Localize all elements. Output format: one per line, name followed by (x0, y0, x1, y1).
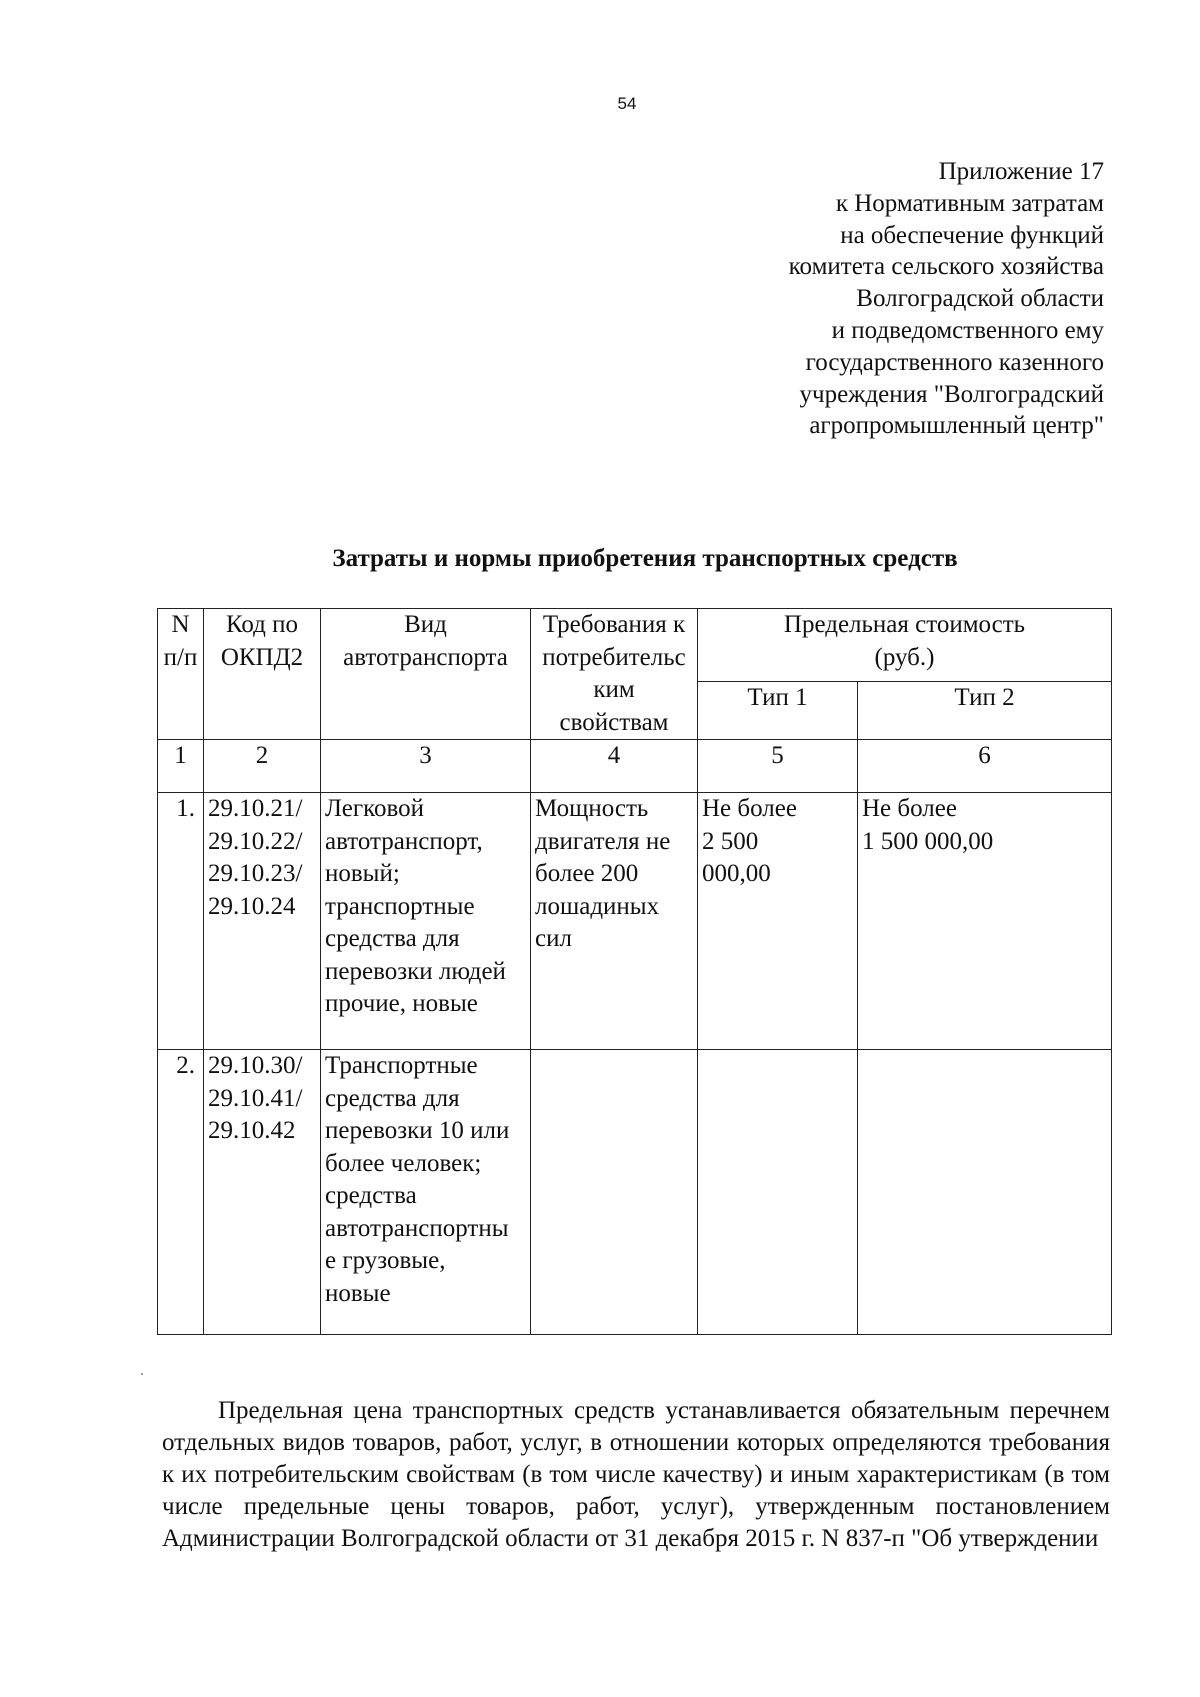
header-requirements: Требования к потребительс ким свойствам (531, 609, 698, 740)
header-type-2: Тип 2 (858, 681, 1112, 739)
appendix-line: Волгоградской области (856, 285, 1104, 313)
row-price-type-2 (858, 1050, 1112, 1335)
document-title: Затраты и нормы приобретения транспортных средств (332, 545, 958, 572)
appendix-line: и подведомственного ему (831, 316, 1104, 344)
appendix-header (584, 156, 1104, 442)
column-number: 2 (204, 740, 321, 793)
row-number: 1. (158, 793, 204, 1050)
row-requirements: Мощность двигателя не более 200 лошадиных сил (531, 793, 698, 1050)
column-number: 3 (321, 740, 531, 793)
appendix-line: комитета сельского хозяйства (788, 253, 1104, 281)
row-price-type-1: Не более 2 500 000,00 (698, 793, 858, 1050)
row-price-type-1 (698, 1050, 858, 1335)
column-number: 5 (698, 740, 858, 793)
column-number: 4 (531, 740, 698, 793)
table-row (158, 1050, 1112, 1335)
page-number: 54 (617, 94, 637, 113)
column-number-row (158, 740, 1112, 793)
row-okpd2-code: 29.10.21/ 29.10.22/ 29.10.23/ 29.10.24 (204, 793, 321, 1050)
row-vehicle-type: Транспортные средства для перевозки 10 или более человек; средства автотранспортны е грузовые, новые (321, 1050, 531, 1335)
row-vehicle-type: Легковой автотранспорт, новый; транспортные средства для перевозки людей прочие, новые (321, 793, 531, 1050)
header-type-1: Тип 1 (698, 681, 858, 739)
header-vehicle-type: Вид автотранспорта (321, 609, 531, 740)
costs-table (157, 608, 1112, 1335)
appendix-line: учреждения "Волгоградский (799, 380, 1104, 408)
table-header-row (158, 609, 1112, 682)
column-number: 1 (158, 740, 204, 793)
row-okpd2-code: 29.10.30/ 29.10.41/ 29.10.42 (204, 1050, 321, 1335)
appendix-line: агропромышленный центр" (809, 412, 1104, 440)
body-paragraph: Предельная цена транспортных средств устанавливается обязательным перечнем отдельных видов товаров, работ, услуг, в отношении которых определяются требования к их потребительским свойствам (в том числе качеству) и иным характеристикам (в том числе предельные цены товаров, работ, услуг), утвержденным постановлением Администрации Волгоградской области от 31 декабря 2015 г. N 837-п "Об утверждении (162, 1397, 1110, 1552)
row-requirements (531, 1050, 698, 1335)
appendix-line: Приложение 17 (938, 158, 1104, 185)
appendix-line: к Нормативным затратам (835, 189, 1104, 217)
scan-speck (141, 1373, 143, 1375)
header-number: N п/п (158, 609, 204, 740)
header-okpd2-code: Код по ОКПД2 (204, 609, 321, 740)
table-row (158, 793, 1112, 1050)
column-number: 6 (858, 740, 1112, 793)
appendix-line: государственного казенного (805, 348, 1104, 376)
row-price-type-2: Не более 1 500 000,00 (858, 793, 1112, 1050)
header-price-limit: Предельная стоимость (руб.) (698, 609, 1112, 682)
row-number: 2. (158, 1050, 204, 1335)
appendix-line: на обеспечение функций (840, 221, 1104, 249)
